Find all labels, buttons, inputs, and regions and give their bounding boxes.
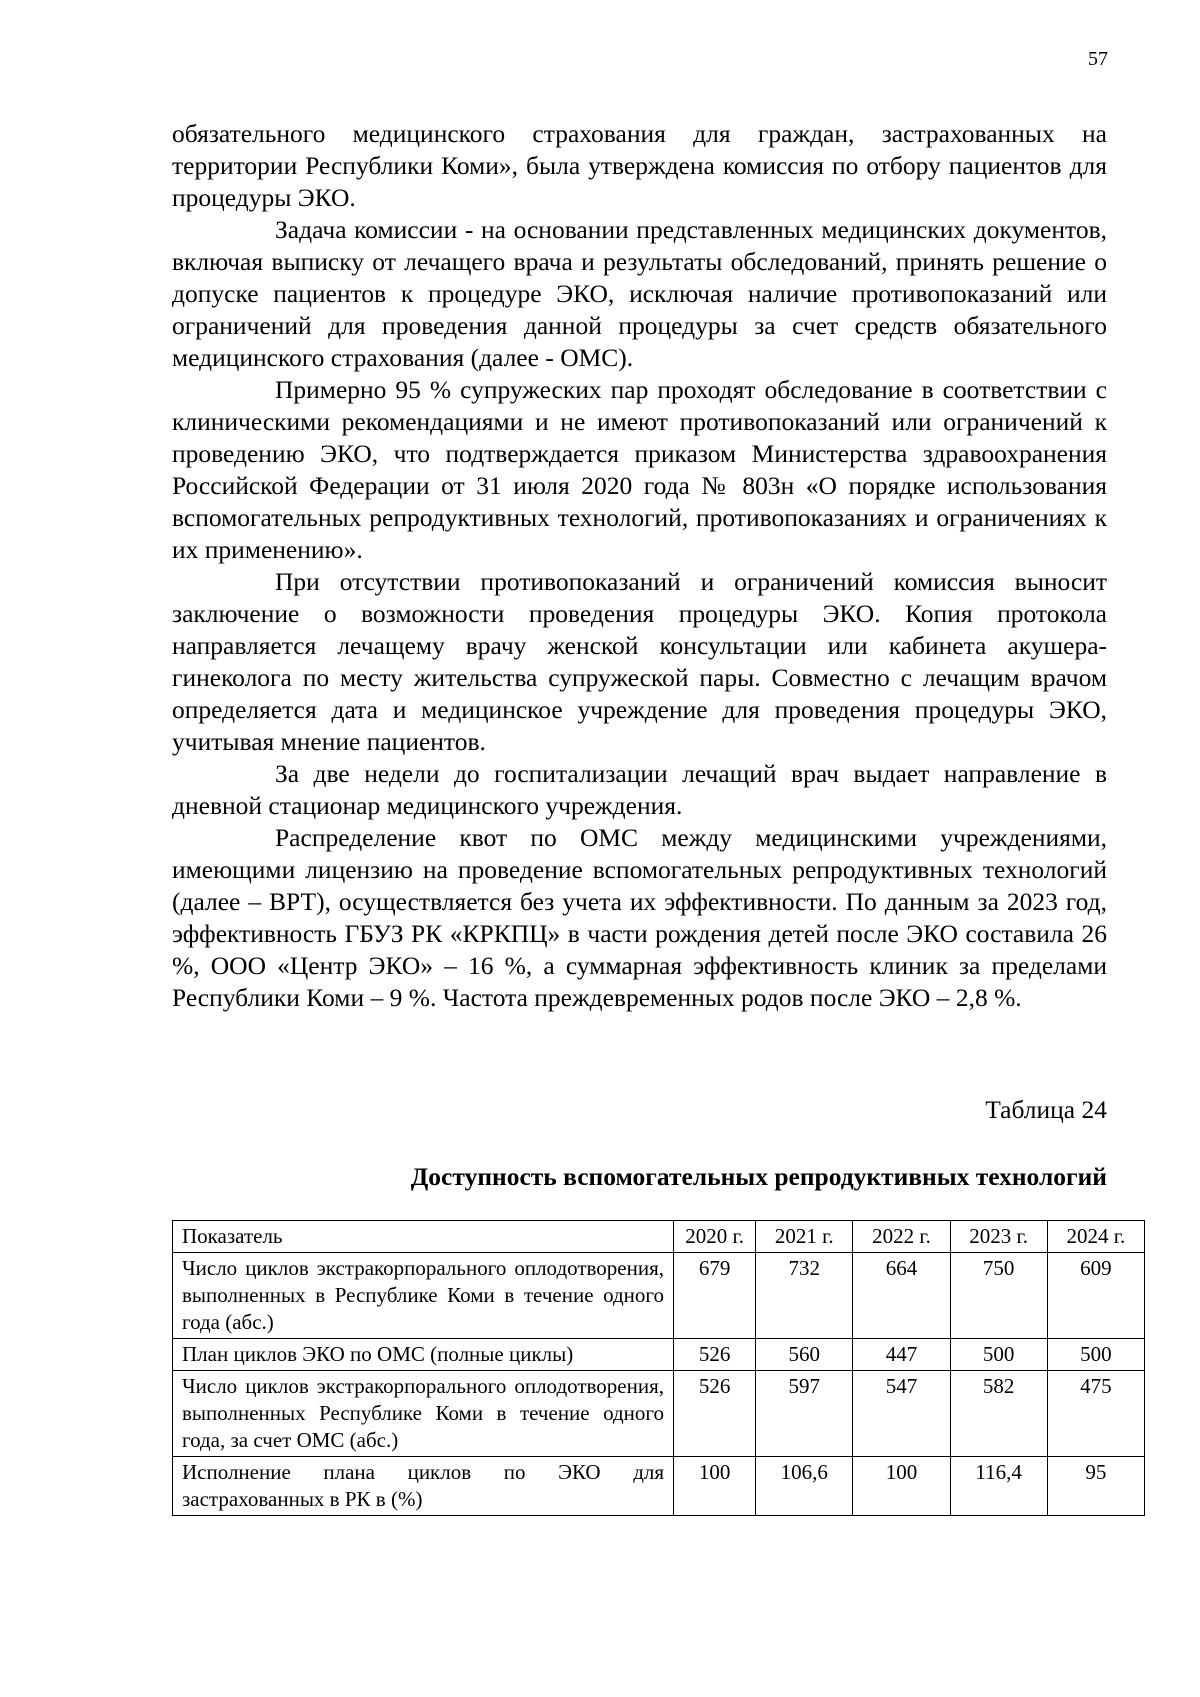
body-text bbox=[172, 118, 1107, 1014]
header-year: 2022 г. bbox=[853, 1221, 950, 1253]
table-cell: 100 bbox=[674, 1457, 756, 1516]
table-cell: 106,6 bbox=[756, 1457, 853, 1516]
table-cell: 100 bbox=[853, 1457, 950, 1516]
row-label: Число циклов экстракорпорального оплодотворения, выполненных в Республике Коми в течение одного года (абс.) bbox=[173, 1253, 674, 1339]
table-cell: 750 bbox=[950, 1253, 1047, 1339]
table-cell: 526 bbox=[674, 1339, 756, 1371]
table-cell: 447 bbox=[853, 1339, 950, 1371]
page-number: 57 bbox=[1088, 48, 1108, 70]
table-row bbox=[173, 1339, 1145, 1371]
table-cell: 582 bbox=[950, 1371, 1047, 1457]
table-cell: 664 bbox=[853, 1253, 950, 1339]
table-cell: 95 bbox=[1047, 1457, 1144, 1516]
table-cell: 500 bbox=[950, 1339, 1047, 1371]
paragraph: Распределение квот по ОМС между медицинскими учреждениями, имеющими лицензию на проведение вспомогательных репродуктивных технологий (далее – ВРТ), осуществляется без учета их эффективности. По данным за 2023 год, эффективность ГБУЗ РК «КРКПЦ» в части рождения детей после ЭКО составила 26 %, ООО «Центр ЭКО» – 16 %, а суммарная эффективность клиник за пределами Республики Коми – 9 %. Частота преждевременных родов после ЭКО – 2,8 %. bbox=[172, 823, 1107, 1012]
table-row bbox=[173, 1371, 1145, 1457]
paragraph: Примерно 95 % супружеских пар проходят обследование в соответствии с клиническими рекомендациями и не имеют противопоказаний или ограничений к проведению ЭКО, что подтверждается приказом Министерства здравоохранения Российской Федерации от 31 июля 2020 года № 803н «О порядке использования вспомогательных репродуктивных технологий, противопоказаниях и ограничениях к их применению». bbox=[172, 375, 1107, 564]
table-cell: 560 bbox=[756, 1339, 853, 1371]
row-label: Число циклов экстракорпорального оплодотворения, выполненных Республике Коми в течение одного года, за счет ОМС (абс.) bbox=[173, 1371, 674, 1457]
table-cell: 116,4 bbox=[950, 1457, 1047, 1516]
table-row bbox=[173, 1457, 1145, 1516]
table-cell: 609 bbox=[1047, 1253, 1144, 1339]
table-cell: 597 bbox=[756, 1371, 853, 1457]
table-cell: 500 bbox=[1047, 1339, 1144, 1371]
row-label: План циклов ЭКО по ОМС (полные циклы) bbox=[173, 1339, 674, 1371]
header-year: 2023 г. bbox=[950, 1221, 1047, 1253]
header-year: 2020 г. bbox=[674, 1221, 756, 1253]
table-cell: 732 bbox=[756, 1253, 853, 1339]
table-title: Доступность вспомогательных репродуктивных технологий bbox=[410, 1162, 1107, 1191]
row-label: Исполнение плана циклов по ЭКО для застрахованных в РК в (%) bbox=[173, 1457, 674, 1516]
paragraph: При отсутствии противопоказаний и ограничений комиссия выносит заключение о возможности проведения процедуры ЭКО. Копия протокола направляется лечащему врачу женской консультации или кабинета акушера-гинеколога по месту жительства супружеской пары. Совместно с лечащим врачом определяется дата и медицинское учреждение для проведения процедуры ЭКО, учитывая мнение пациентов. bbox=[172, 567, 1107, 756]
paragraph: За две недели до госпитализации лечащий врач выдает направление в дневной стационар медицинского учреждения. bbox=[172, 759, 1107, 820]
table-caption: Таблица 24 bbox=[985, 1095, 1107, 1124]
table-cell: 475 bbox=[1047, 1371, 1144, 1457]
ivf-availability-table bbox=[172, 1220, 1145, 1516]
paragraph: Задача комиссии - на основании представленных медицинских документов, включая выписку от лечащего врача и результаты обследований, принять решение о допуске пациентов к процедуре ЭКО, исключая наличие противопоказаний или ограничений для проведения данной процедуры за счет средств обязательного медицинского страхования (далее - ОМС). bbox=[172, 215, 1107, 372]
table-header-row bbox=[173, 1221, 1145, 1253]
table-row bbox=[173, 1253, 1145, 1339]
header-indicator: Показатель bbox=[173, 1221, 674, 1253]
table-cell: 547 bbox=[853, 1371, 950, 1457]
header-year: 2021 г. bbox=[756, 1221, 853, 1253]
table-cell: 679 bbox=[674, 1253, 756, 1339]
paragraph: обязательного медицинского страхования для граждан, застрахованных на территории Республики Коми», была утверждена комиссия по отбору пациентов для процедуры ЭКО. bbox=[172, 119, 1107, 212]
table-cell: 526 bbox=[674, 1371, 756, 1457]
header-year: 2024 г. bbox=[1047, 1221, 1144, 1253]
